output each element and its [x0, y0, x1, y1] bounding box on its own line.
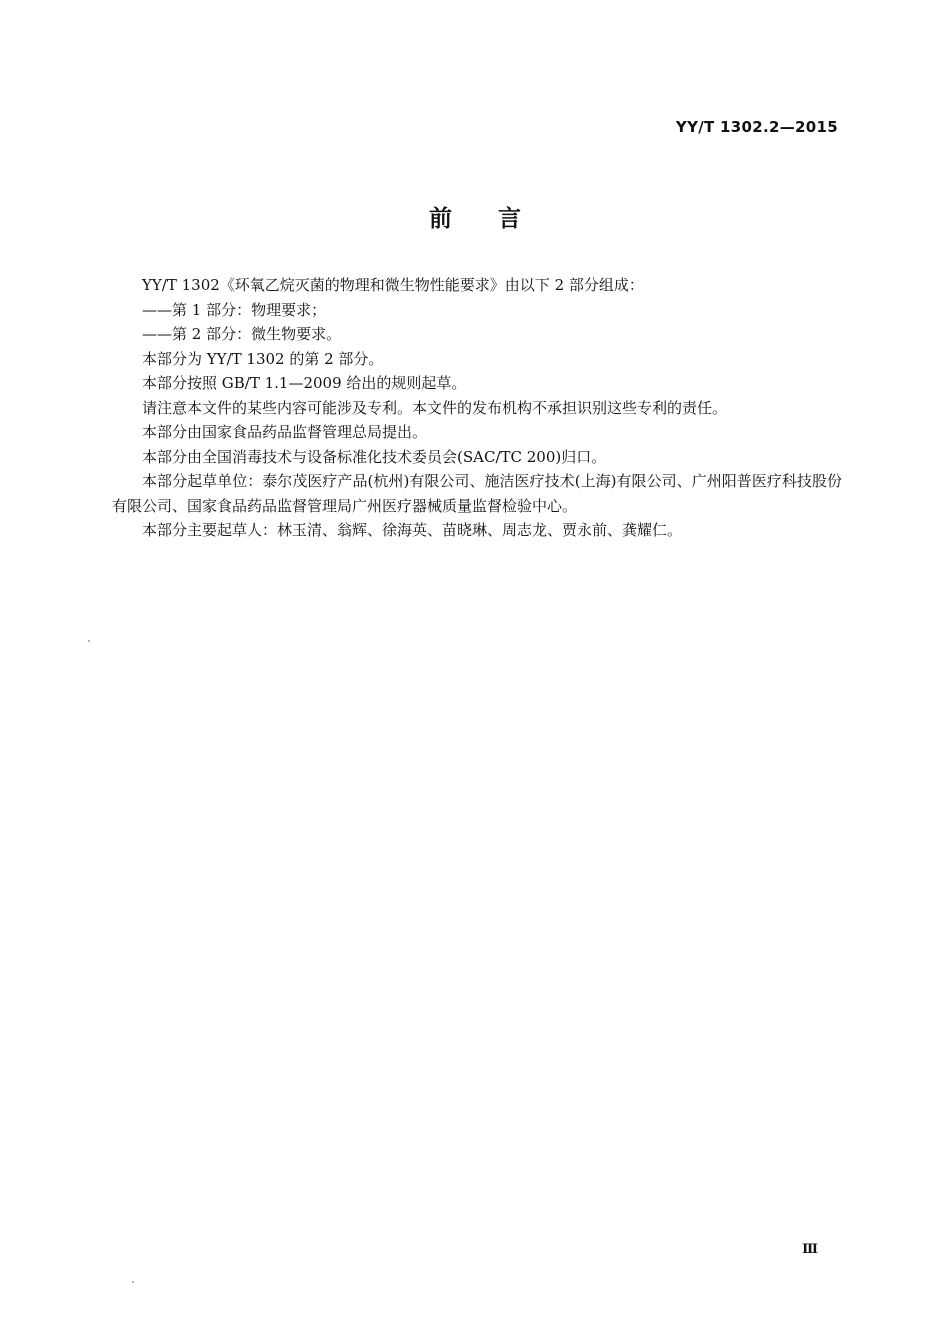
scan-artifact	[132, 1281, 134, 1283]
paragraph-drafting-units: 本部分起草单位：泰尔茂医疗产品(杭州)有限公司、施洁医疗技术(上海)有限公司、广州阳普医疗科技股份有限公司、国家食品药品监督管理局广州医疗器械质量监督检验中心。	[112, 472, 842, 515]
foreword-body	[112, 273, 842, 543]
paragraph-scope: 本部分为 YY/T 1302 的第 2 部分。	[142, 349, 384, 368]
paragraph-patent-notice: 请注意本文件的某些内容可能涉及专利。本文件的发布机构不承担识别这些专利的责任。	[142, 398, 728, 417]
standard-code: YY/T 1302.2—2015	[675, 118, 838, 136]
page-number: Ⅲ	[802, 1242, 818, 1257]
paragraph-drafting-rules: 本部分按照 GB/T 1.1—2009 给出的规则起草。	[142, 374, 467, 392]
paragraph-parts-intro: YY/T 1302《环氧乙烷灭菌的物理和微生物性能要求》由以下 2 部分组成：	[142, 276, 644, 294]
paragraph-proposer: 本部分由国家食品药品监督管理总局提出。	[142, 423, 428, 441]
paragraph-part-2: ——第 2 部分：微生物要求。	[142, 325, 342, 343]
page-title: 前言	[429, 206, 567, 232]
paragraph-drafters: 本部分主要起草人：林玉清、翁辉、徐海英、苗晓琳、周志龙、贾永前、龚耀仁。	[142, 521, 683, 539]
paragraph-part-1: ——第 1 部分：物理要求；	[142, 300, 327, 319]
paragraph-committee: 本部分由全国消毒技术与设备标准化技术委员会(SAC/TC 200)归口。	[142, 447, 607, 466]
scan-artifact	[88, 640, 90, 642]
